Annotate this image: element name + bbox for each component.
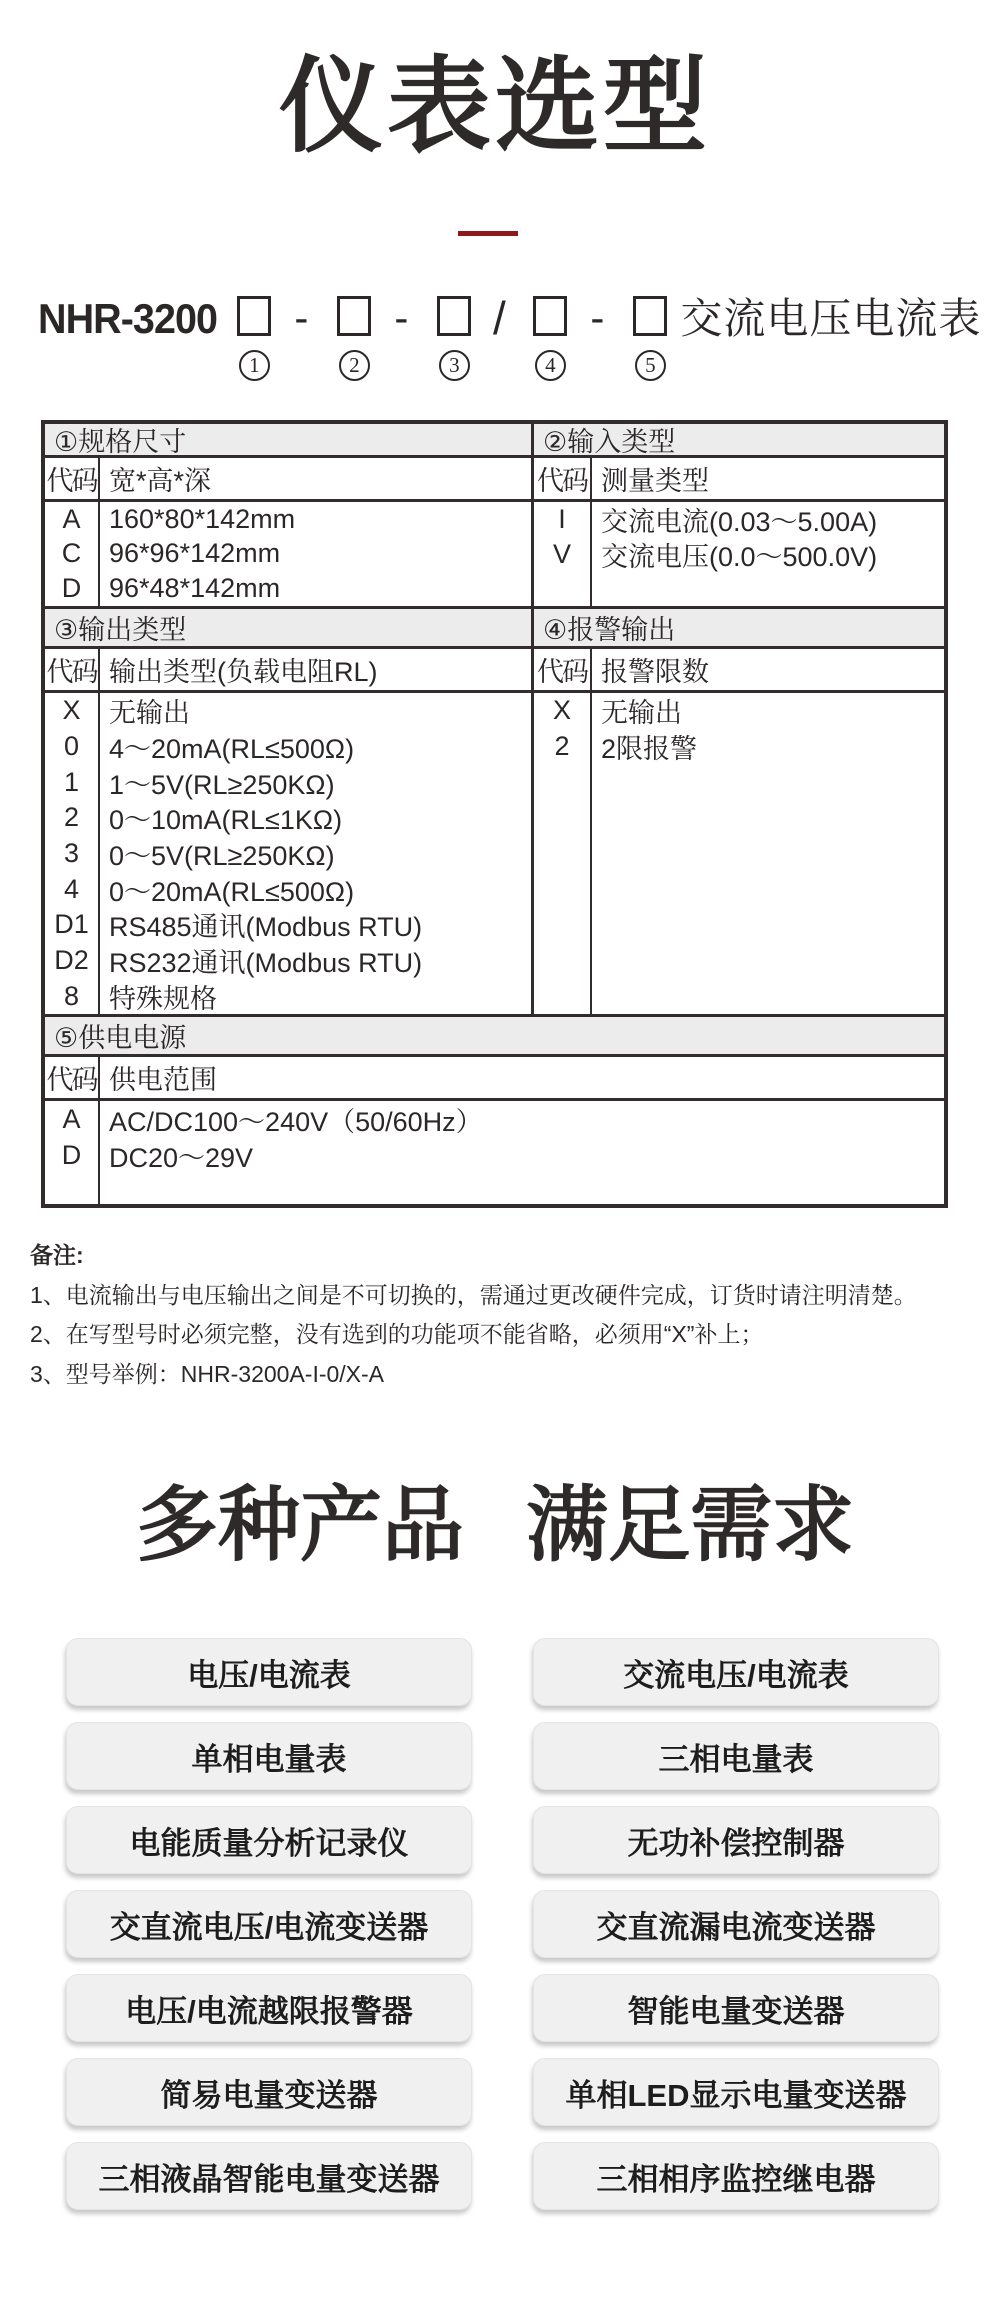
code-value: 2 <box>63 802 80 833</box>
desc-column-label: 供电范围 <box>109 1065 217 1095</box>
desc-value: RS232通讯(Modbus RTU) <box>109 947 423 978</box>
product-button-smart-energy-transmitter[interactable]: 智能电量变送器 <box>533 1974 939 2042</box>
desc-value: 交流电压(0.0～500.0V) <box>601 541 878 572</box>
product-button-single-phase-energy-meter[interactable]: 单相电量表 <box>66 1722 472 1790</box>
model-slot-3 <box>434 296 474 381</box>
desc-value: 0～20mA(RL≤500Ω) <box>109 876 355 907</box>
desc-value: 2限报警 <box>601 734 698 765</box>
desc-value: 特殊规格 <box>109 983 217 1014</box>
circled-number-2: 2 <box>339 350 370 381</box>
table-band-output-alarm <box>45 606 944 649</box>
code-column-label: 代码 <box>45 649 100 690</box>
code-value: 8 <box>63 980 80 1011</box>
section5-rows <box>45 1101 944 1204</box>
products-heading <box>0 1460 990 1577</box>
circled-number-4: 4 <box>535 350 566 381</box>
product-button-power-quality-recorder[interactable]: 电能质量分析记录仪 <box>66 1806 472 1874</box>
section3-header: ③输出类型 <box>45 609 534 646</box>
code-column-label: 代码 <box>534 458 592 499</box>
section3-half <box>45 649 534 1014</box>
note-item-2: 2、在写型号时必须完整，没有选到的功能项不能省略，必须用“X”补上； <box>30 1321 764 1347</box>
section1-half <box>45 458 534 606</box>
code-value: D <box>61 1139 82 1170</box>
circled-number-5: 5 <box>635 350 666 381</box>
section1-header: ①规格尺寸 <box>45 424 534 455</box>
code-value: V <box>552 538 571 569</box>
code-value: 4 <box>63 873 80 904</box>
desc-column-label: 宽*高*深 <box>109 465 212 496</box>
code-box <box>633 296 667 336</box>
products-heading-part1: 多种产品 <box>135 1480 464 1571</box>
desc-value: 1～5V(RL≥250KΩ) <box>109 769 335 800</box>
code-value: A <box>62 1103 81 1134</box>
desc-value: 无输出 <box>601 698 682 729</box>
code-column-label: 代码 <box>534 649 592 690</box>
section5-header: ⑤供电电源 <box>54 1023 187 1053</box>
table-band-power <box>45 1014 944 1057</box>
product-button-acdc-voltage-current-transmitter[interactable]: 交直流电压/电流变送器 <box>66 1890 472 1958</box>
section2-subheader <box>534 458 944 502</box>
product-button-three-phase-lcd-smart-energy-transmitter[interactable]: 三相液晶智能电量变送器 <box>66 2142 472 2210</box>
code-box <box>437 296 471 336</box>
table-body-output-alarm <box>45 649 944 1014</box>
code-box <box>533 296 567 336</box>
selection-table <box>41 420 948 1208</box>
code-value: C <box>61 538 82 569</box>
desc-value: 0～10mA(RL≤1KΩ) <box>109 805 343 836</box>
desc-column-label: 测量类型 <box>601 466 709 496</box>
desc-value: 0～5V(RL≥250KΩ) <box>109 840 335 871</box>
section3-subheader <box>45 649 531 693</box>
code-value: X <box>552 695 571 726</box>
circled-number-3: 3 <box>439 350 470 381</box>
model-slot-4 <box>530 296 570 381</box>
section4-header: ④报警输出 <box>543 615 676 645</box>
section4-half <box>534 649 944 1014</box>
code-column-label: 代码 <box>45 1057 100 1098</box>
code-value: D2 <box>54 944 89 975</box>
notes-label: 备注: <box>30 1242 84 1268</box>
product-button-three-phase-energy-meter[interactable]: 三相电量表 <box>533 1722 939 1790</box>
section5-subheader <box>45 1057 944 1101</box>
section4-rows <box>534 693 944 1014</box>
desc-value: DC20～29V <box>109 1142 254 1173</box>
product-button-phase-sequence-monitoring-relay[interactable]: 三相相序监控继电器 <box>533 2142 939 2210</box>
page-title: 仪表选型 <box>278 49 711 165</box>
code-value: 1 <box>63 766 80 797</box>
code-value: I <box>558 503 566 534</box>
code-value: 3 <box>63 837 80 868</box>
code-column-label: 代码 <box>45 458 100 499</box>
model-slot-1 <box>234 296 274 381</box>
code-value: D <box>61 573 82 604</box>
model-product-name: 交流电压电流表 <box>680 295 982 342</box>
desc-column-label: 输出类型(负载电阻RL) <box>109 656 378 687</box>
code-value: 0 <box>63 730 80 761</box>
product-button-acdc-leakage-current-transmitter[interactable]: 交直流漏电流变送器 <box>533 1890 939 1958</box>
desc-value: 无输出 <box>109 698 190 729</box>
section2-rows <box>534 502 944 606</box>
model-separator-dash: - <box>294 294 309 341</box>
circled-number-1: 1 <box>239 350 270 381</box>
title-accent-divider <box>458 231 518 236</box>
code-value: D1 <box>54 909 89 940</box>
model-slot-2 <box>334 296 374 381</box>
product-button-voltage-current-meter[interactable]: 电压/电流表 <box>66 1638 472 1706</box>
product-button-single-phase-led-energy-transmitter[interactable]: 单相LED显示电量变送器 <box>533 2058 939 2126</box>
notes-block <box>30 1236 960 1394</box>
section1-subheader <box>45 458 531 502</box>
desc-value: 160*80*142mm <box>109 503 296 534</box>
desc-value: RS485通讯(Modbus RTU) <box>109 912 423 943</box>
desc-value: 96*96*142mm <box>109 538 281 569</box>
section5-half <box>45 1057 944 1204</box>
model-separator-slash: / <box>493 292 506 344</box>
table-body-power <box>45 1057 944 1204</box>
code-box <box>237 296 271 336</box>
table-body-dimensions-input <box>45 458 944 606</box>
desc-value: 96*48*142mm <box>109 573 281 604</box>
section2-header: ②输入类型 <box>543 427 676 457</box>
code-value: X <box>62 695 81 726</box>
desc-value: 4～20mA(RL≤500Ω) <box>109 733 355 764</box>
section2-half <box>534 458 944 606</box>
model-separator-dash: - <box>394 294 409 341</box>
code-box <box>337 296 371 336</box>
model-code-row <box>38 292 982 381</box>
product-button-reactive-compensation-controller[interactable]: 无功补偿控制器 <box>533 1806 939 1874</box>
model-prefix: NHR-3200 <box>38 295 217 342</box>
product-button-ac-voltage-current-meter[interactable]: 交流电压/电流表 <box>533 1638 939 1706</box>
section4-subheader <box>534 649 944 693</box>
note-item-3: 3、型号举例：NHR-3200A-I-0/X-A <box>30 1360 385 1387</box>
code-value: 2 <box>554 731 570 762</box>
model-separator-dash: - <box>590 294 605 341</box>
desc-value: AC/DC100～240V（50/60Hz） <box>109 1106 483 1137</box>
code-value: A <box>62 503 81 534</box>
table-band-dimensions-input <box>45 424 944 458</box>
note-item-1: 1、电流输出与电压输出之间是不可切换的，需通过更改硬件完成，订货时请注明清楚。 <box>30 1281 917 1308</box>
product-button-limit-alarm[interactable]: 电压/电流越限报警器 <box>66 1974 472 2042</box>
desc-column-label: 报警限数 <box>601 657 709 687</box>
desc-value: 交流电流(0.03～5.00A) <box>601 506 878 537</box>
section1-rows <box>45 502 531 606</box>
model-slot-5 <box>630 296 670 381</box>
products-grid <box>66 1638 939 2210</box>
product-button-simple-energy-transmitter[interactable]: 简易电量变送器 <box>66 2058 472 2126</box>
section3-rows <box>45 693 531 1014</box>
products-heading-part2: 满足需求 <box>526 1480 855 1571</box>
